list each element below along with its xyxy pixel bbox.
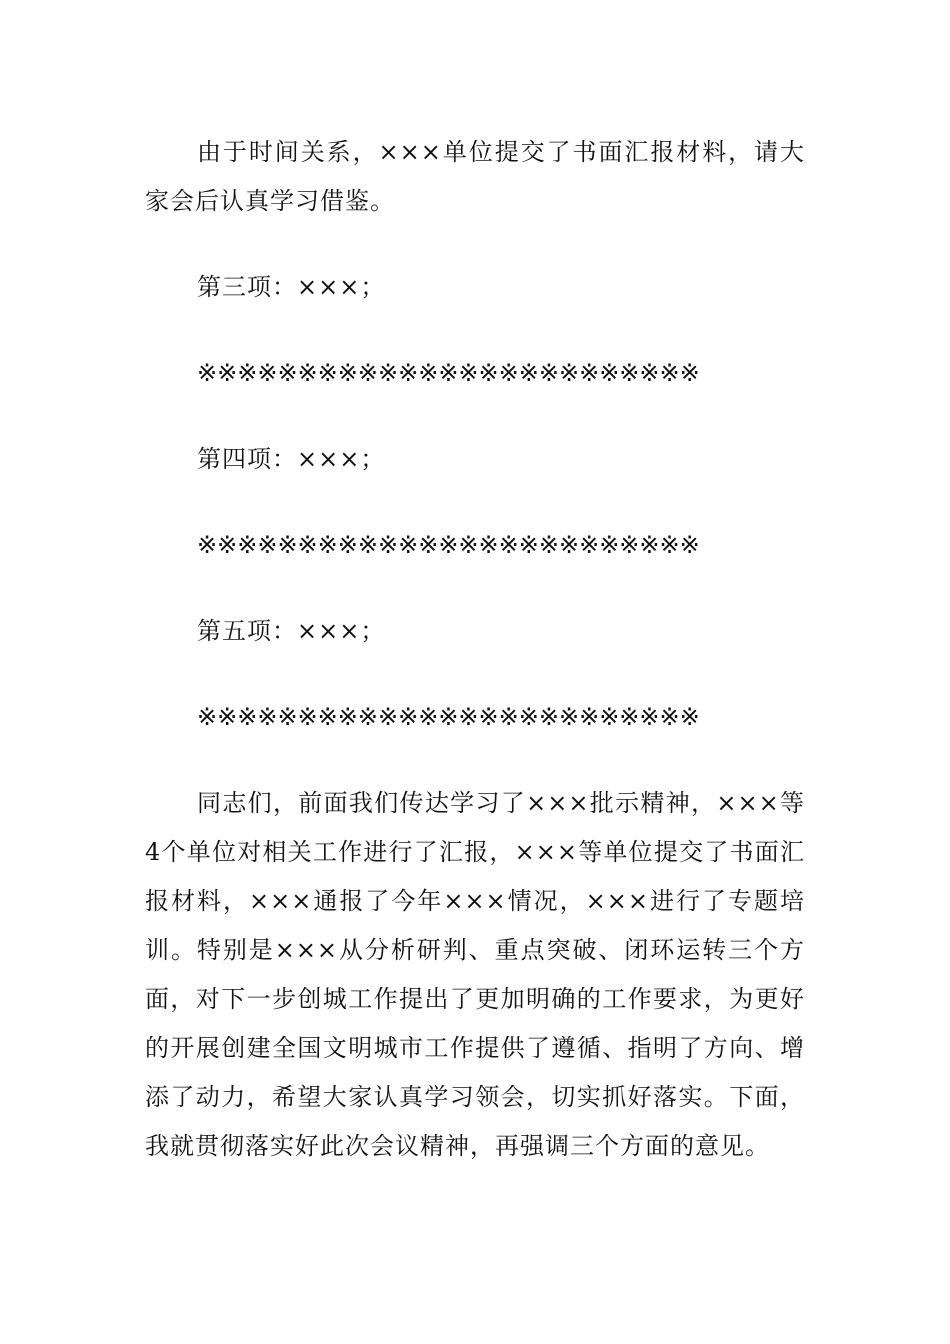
paragraph-written-report: 由于时间关系，×××单位提交了书面汇报材料，请大家会后认真学习借鉴。 (145, 138, 805, 215)
agenda-item-third: 第三项：×××； (197, 273, 386, 301)
placeholder-line-fifth: ※※※※※※※※※※※※※※※※※※※※※※※※※ (197, 703, 700, 731)
document-body (145, 128, 805, 1171)
agenda-item-fourth: 第四项：×××； (197, 445, 386, 473)
agenda-item-fifth: 第五项：×××； (197, 617, 386, 645)
placeholder-line-third: ※※※※※※※※※※※※※※※※※※※※※※※※※ (197, 359, 700, 387)
placeholder-line-fourth: ※※※※※※※※※※※※※※※※※※※※※※※※※ (197, 531, 700, 559)
paragraph-summary: 同志们，前面我们传达学习了×××批示精神，×××等4个单位对相关工作进行了汇报，×××等单位提交了书面汇报材料，×××通报了今年×××情况，×××进行了专题培训。特别是×××从分析研判、重点突破、闭环运转三个方面，对下一步创城工作提出了更加明确的工作要求，为更好的开展创建全国文明城市工作提供了遵循、指明了方向、增添了动力，希望大家认真学习领会，切实抓好落实。下面，我就贯彻落实好此次会议精神，再强调三个方面的意见。 (145, 789, 805, 1160)
